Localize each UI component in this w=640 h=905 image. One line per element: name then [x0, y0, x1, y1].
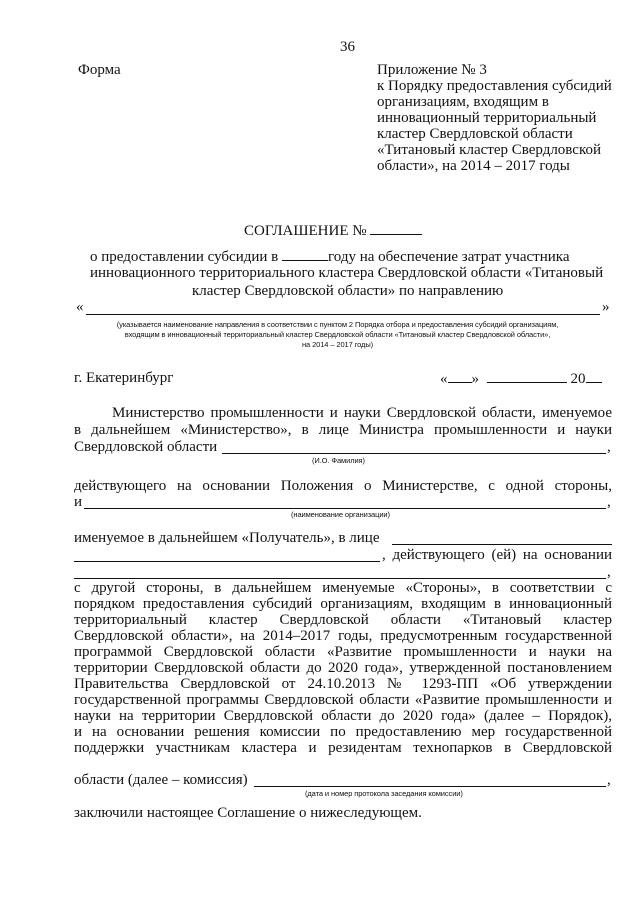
representative-field-continued[interactable]: [74, 561, 380, 562]
date-quote-close: »: [471, 371, 479, 387]
body-line: Правительства Свердловской от 24.10.2013 № 1293-ПП «Об утверждении: [74, 676, 612, 692]
form-label: Форма: [78, 62, 121, 78]
year-prefix: 20: [570, 371, 586, 387]
body-line: программой Свердловской области «Развитие промышленности и науки на: [74, 644, 612, 660]
hint-protocol: (дата и номер протокола заседания комиссии): [305, 789, 463, 798]
comma: ,: [607, 772, 611, 788]
protocol-field[interactable]: [254, 786, 606, 787]
body-paragraph: [74, 580, 612, 756]
body-line: в дальнейшем «Министерство», в лице Министра промышленности и науки: [74, 422, 612, 438]
organization-field[interactable]: [84, 508, 606, 509]
subtitle-part: году на обеспечение затрат участника: [328, 249, 570, 265]
subtitle-part: о предоставлении субсидии в: [90, 249, 283, 265]
comma: ,: [607, 494, 611, 510]
year-blank[interactable]: [282, 248, 328, 261]
body-line: порядком предоставления субсидий организациям, входящим в инновационный: [74, 596, 612, 612]
appendix-line: к Порядку предоставления субсидий: [377, 78, 612, 94]
body-line: поддержки участникам кластера и резидентам технопарков в Свердловской: [74, 740, 612, 756]
date-line: [440, 370, 602, 387]
body-line: и на основании решения комиссии по предоставлению мер государственной: [74, 724, 612, 740]
body-line: государственной программы Свердловской области «Развитие промышленности и: [74, 692, 612, 708]
body-line: области (далее – комиссия): [74, 772, 248, 788]
month-blank[interactable]: [487, 370, 567, 383]
body-line: территориальный кластер Свердловской области «Титановый кластер: [74, 612, 612, 628]
body-line: Свердловской области», на 2014–2017 годы, предусмотренным государственной: [74, 628, 612, 644]
hint-org: (наименование организации): [291, 510, 390, 519]
city: г. Екатеринбург: [74, 370, 174, 386]
day-blank[interactable]: [448, 370, 472, 383]
appendix-line: организациям, входящим в: [377, 94, 549, 110]
appendix-line: инновационный территориальный: [377, 110, 597, 126]
date-quote-open: «: [440, 371, 448, 387]
body-line: именуемое в дальнейшем «Получатель», в лице: [74, 530, 380, 546]
body-line: и: [74, 494, 83, 510]
agreement-subtitle-2: инновационного территориального кластера Свердловской области «Титановый: [90, 265, 604, 281]
agreement-subtitle-1: [90, 248, 569, 265]
body-line: с другой стороны, в дальнейшем именуемые «Стороны», в соответствии с: [74, 580, 612, 596]
agreement-number-blank[interactable]: [370, 222, 422, 235]
body-line: действующего на основании Положения о Министерстве, с одной стороны,: [74, 478, 612, 494]
comma: ,: [607, 439, 611, 455]
body-line: Министерство промышленности и науки Свердловской области, именуемое: [112, 405, 612, 421]
page-number: 36: [340, 39, 355, 55]
direction-quote-open: «: [76, 299, 84, 315]
closing-line: заключили настоящее Соглашение о нижеследующем.: [74, 805, 422, 821]
appendix-line: «Титановый кластер Свердловской: [377, 142, 602, 158]
comma: ,: [607, 564, 611, 580]
appendix-line: Приложение № 3: [377, 62, 487, 78]
year-suffix-blank[interactable]: [586, 370, 602, 383]
body-line: , действующего (ей) на основании: [382, 547, 612, 563]
direction-field-line[interactable]: [86, 314, 600, 315]
direction-note-line: на 2014 – 2017 годы): [301, 340, 374, 349]
hint-fio: (И.О. Фамилия): [312, 456, 365, 465]
direction-note-line: (указывается наименование направления в соответствии с пунктом 2 Порядка отбора и предоставления субсидий организациям,: [116, 320, 559, 329]
direction-note-line: входящим в инновационный территориальный кластер Свердловской области «Титановый кластер Свердловской области»,: [124, 330, 551, 339]
representative-field[interactable]: [392, 544, 612, 545]
agreement-title: [244, 222, 422, 239]
body-line: Свердловской области: [74, 439, 218, 455]
appendix-block: [377, 62, 612, 174]
basis-field[interactable]: [74, 578, 606, 579]
body-line: науки на территории Свердловской области до 2020 года» (далее – Порядок),: [74, 708, 612, 724]
direction-quote-close: »: [602, 299, 610, 315]
minister-name-field[interactable]: [222, 453, 606, 454]
agreement-title-text: СОГЛАШЕНИЕ №: [244, 223, 371, 239]
agreement-subtitle-3: кластер Свердловской области» по направлению: [192, 283, 504, 299]
body-line: территории Свердловской области до 2020 года», утвержденной постановлением: [74, 660, 612, 676]
appendix-line: области», на 2014 – 2017 годы: [377, 158, 570, 174]
appendix-line: кластер Свердловской области: [377, 126, 573, 142]
